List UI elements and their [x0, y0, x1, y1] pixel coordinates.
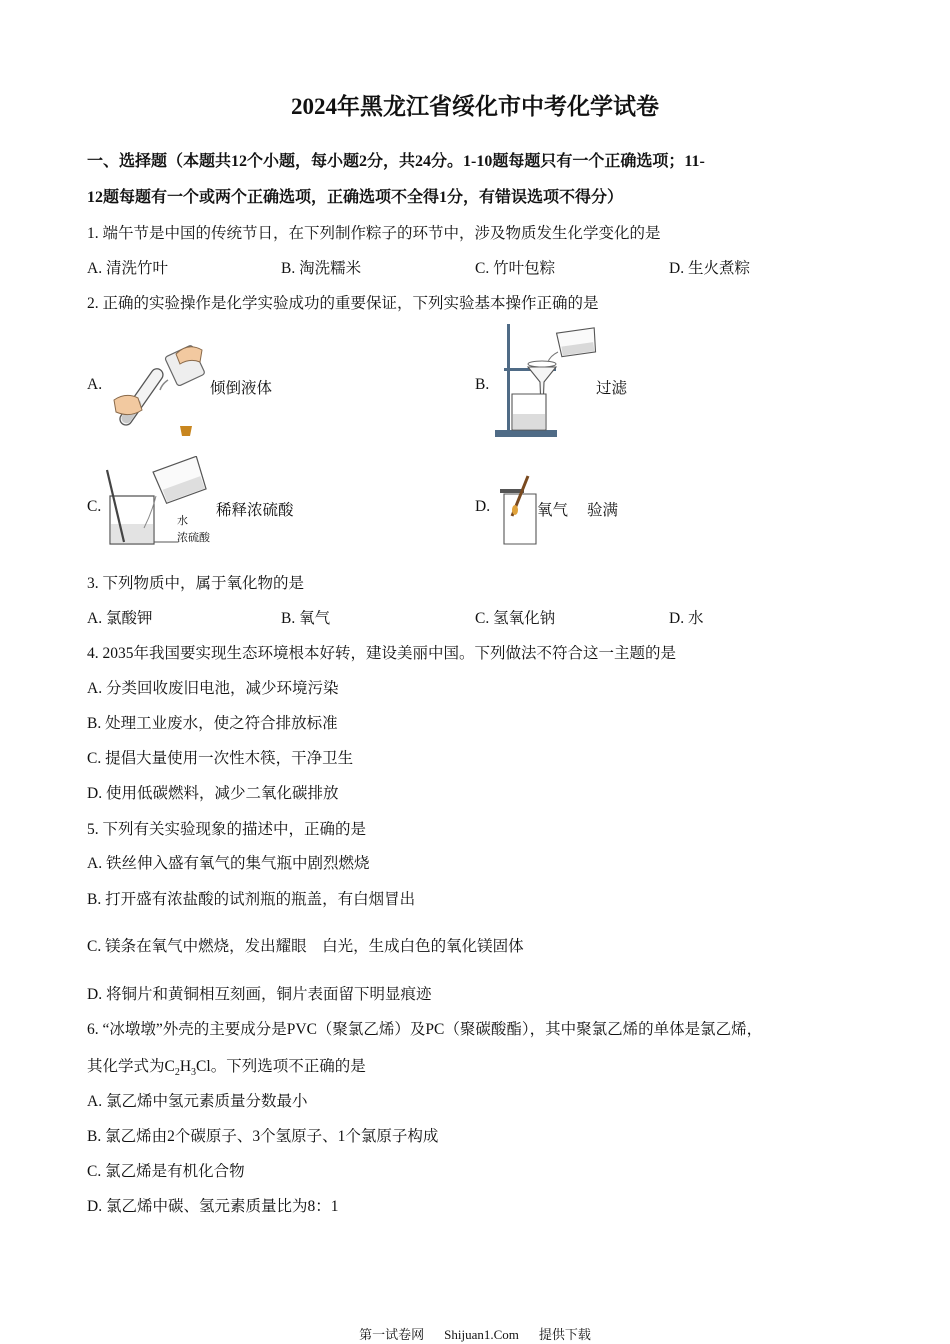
- label-concentrated-sulfuric-acid: 浓硫酸: [177, 532, 210, 544]
- q2-option-a-letter: A.: [87, 376, 103, 393]
- page-footer: [0, 1324, 950, 1343]
- q4-option-a: A. 分类回收废旧电池，减少环境污染: [87, 680, 339, 697]
- q1-stem: 1. 端午节是中国的传统节日，在下列制作粽子的环节中，涉及物质发生化学变化的是: [87, 225, 661, 242]
- q2-stem: 2. 正确的实验操作是化学实验成功的重要保证，下列实验基本操作正确的是: [87, 295, 599, 312]
- q2-option-d-letter: D.: [475, 498, 491, 515]
- oxygen-full-test-illustration: [500, 472, 540, 548]
- q2-option-c-letter: C.: [87, 498, 102, 515]
- q4-option-c: C. 提倡大量使用一次性木筷，干净卫生: [87, 750, 354, 767]
- section-heading-line1: 一、选择题（本题共12个小题，每小题2分，共24分。1-10题每题只有一个正确选项；11-: [87, 153, 705, 170]
- q6-option-a: A. 氯乙烯中氢元素质量分数最小: [87, 1093, 308, 1110]
- q3-option-b: B. 氧气: [281, 610, 331, 627]
- q6-option-b: B. 氯乙烯由2个碳原子、3个氢原子、1个氯原子构成: [87, 1128, 439, 1145]
- q5-option-b: B. 打开盛有浓盐酸的试剂瓶的瓶盖，有白烟冒出: [87, 891, 416, 908]
- q2-option-d-caption-2: 验满: [587, 502, 619, 519]
- label-water: 水: [177, 515, 188, 527]
- q4-option-d: D. 使用低碳燃料，减少二氧化碳排放: [87, 785, 339, 802]
- pouring-liquid-illustration: [104, 340, 210, 440]
- footer-note: 提供下载: [538, 1327, 591, 1342]
- q3-option-d: D. 水: [669, 610, 704, 627]
- q2-option-d-caption-1: 氧气: [537, 502, 569, 519]
- q5-option-a: A. 铁丝伸入盛有氧气的集气瓶中剧烈燃烧: [87, 855, 370, 872]
- q4-stem: 4. 2035年我国要实现生态环境根本好转，建设美丽中国。下列做法不符合这一主题的是: [87, 645, 677, 662]
- q5-option-c: C. 镁条在氧气中燃烧，发出耀眼 白光，生成白色的氧化镁固体: [87, 938, 524, 955]
- q6-option-c: C. 氯乙烯是有机化合物: [87, 1163, 245, 1180]
- q6-stem-line1: 6. “冰墩墩”外壳的主要成分是PVC（聚氯乙烯）及PC（聚碳酸酯），其中聚氯乙烯的单体是氯乙烯，: [87, 1021, 763, 1038]
- q1-option-c: C. 竹叶包粽: [475, 260, 556, 277]
- q3-stem: 3. 下列物质中，属于氧化物的是: [87, 575, 305, 592]
- q4-option-b: B. 处理工业废水，使之符合排放标准: [87, 715, 338, 732]
- q2-option-b-caption: 过滤: [596, 380, 628, 397]
- footer-site: 第一试卷网: [359, 1327, 425, 1342]
- page-title: 2024年黑龙江省绥化市中考化学试卷: [291, 94, 659, 119]
- q1-option-d: D. 生火煮粽: [669, 260, 750, 277]
- q3-option-a: A. 氯酸钾: [87, 610, 153, 627]
- filtration-illustration: [490, 322, 602, 440]
- q1-option-a: A. 清洗竹叶: [87, 260, 168, 277]
- q5-option-d: D. 将铜片和黄铜相互刻画，铜片表面留下明显痕迹: [87, 986, 432, 1003]
- q2-option-c-caption: 稀释浓硫酸: [216, 502, 294, 519]
- section-heading-line2: 12题每题有一个或两个正确选项，正确选项不全得1分，有错误选项不得分）: [87, 189, 624, 206]
- q5-stem: 5. 下列有关实验现象的描述中，正确的是: [87, 821, 367, 838]
- q3-option-c: C. 氢氧化钠: [475, 610, 556, 627]
- q6-option-d: D. 氯乙烯中碳、氢元素质量比为8：1: [87, 1198, 339, 1215]
- q6-stem-line2: 其化学式为$C_2H_3Cl$。下列选项不正确的是: [87, 1058, 366, 1079]
- q2-option-b-letter: B.: [475, 376, 490, 393]
- q2-option-a-caption: 倾倒液体: [210, 380, 273, 397]
- footer-domain[interactable]: Shijuan1.Com: [444, 1327, 519, 1342]
- q1-option-b: B. 淘洗糯米: [281, 260, 362, 277]
